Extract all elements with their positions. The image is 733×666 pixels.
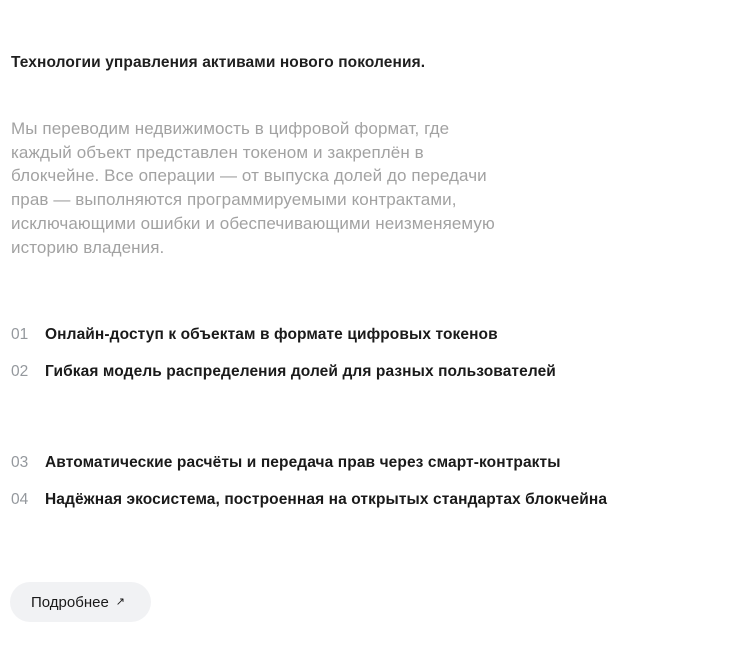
arrow-up-right-icon: ↗ <box>115 595 126 608</box>
feature-list <box>11 327 713 529</box>
section-heading: Технологии управления активами нового поколения. <box>11 54 426 71</box>
more-button-label: Подробнее <box>31 593 109 611</box>
description-line: блокчейне. Все операции — от выпуска долей до передачи <box>11 166 487 186</box>
feature-number: 04 <box>11 491 29 509</box>
feature-text: Гибкая модель распределения долей для разных пользователей <box>45 363 556 381</box>
feature-item <box>11 455 713 471</box>
more-button[interactable] <box>10 582 151 622</box>
feature-number: 01 <box>11 326 29 344</box>
feature-item <box>11 327 713 343</box>
description-line: прав — выполняются программируемыми контрактами, <box>11 190 457 210</box>
feature-item <box>11 364 713 380</box>
section-description <box>11 117 713 259</box>
description-line: историю владения. <box>11 237 165 257</box>
section-container <box>0 53 733 622</box>
description-line: исключающими ошибки и обеспечивающими неизменяемую <box>11 213 495 233</box>
feature-text: Надёжная экосистема, построенная на открытых стандартах блокчейна <box>45 491 608 509</box>
description-line: каждый объект представлен токеном и закреплён в <box>11 142 424 162</box>
feature-text: Онлайн-доступ к объектам в формате цифровых токенов <box>45 326 498 344</box>
feature-number: 02 <box>11 363 29 381</box>
description-line: Мы переводим недвижимость в цифровой формат, где <box>11 119 450 138</box>
feature-item <box>11 492 713 508</box>
feature-number: 03 <box>11 454 29 472</box>
feature-text: Автоматические расчёты и передача прав через смарт-контракты <box>45 454 561 472</box>
